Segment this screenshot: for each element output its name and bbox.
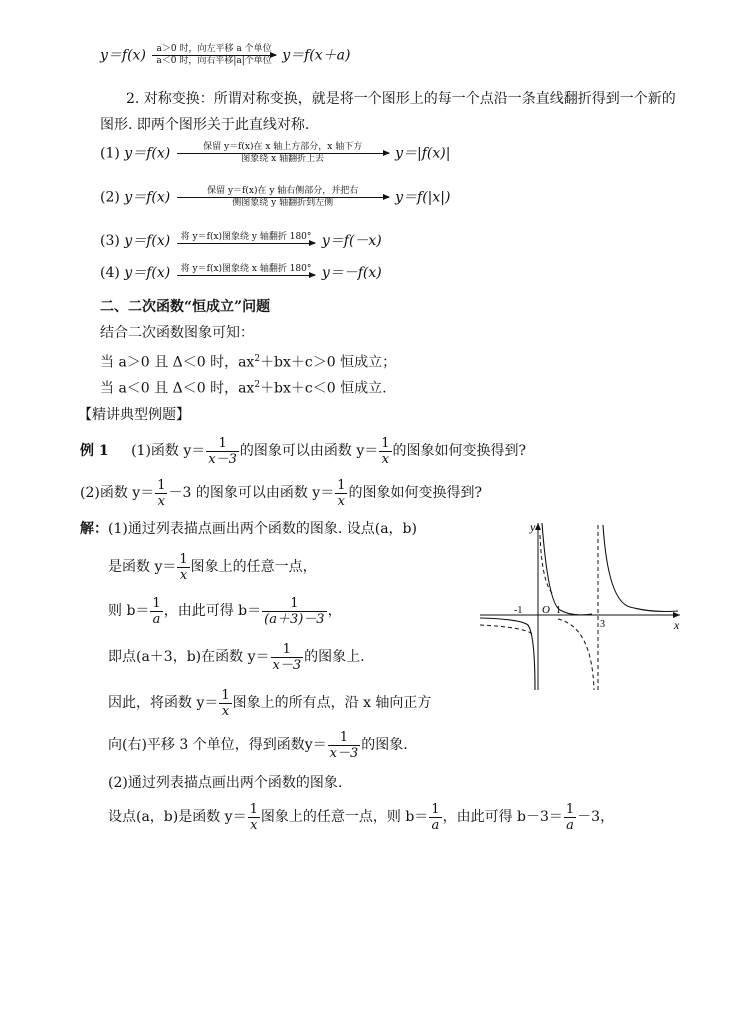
item-arrow-bottom: 侧图象绕 y 轴翻折到左侧 bbox=[232, 198, 334, 208]
curve-shifted-left bbox=[480, 625, 534, 635]
item-rhs: y＝－f(x) bbox=[321, 265, 382, 281]
q2-fraction-1: $\frac{1}{x}$ bbox=[157, 477, 166, 509]
curve-dashed-upper bbox=[540, 535, 554, 595]
shift-arrow-top: a＞0 时，向左平移 a 个单位 bbox=[156, 44, 272, 54]
item-rhs: y＝|f(x)| bbox=[395, 145, 451, 162]
item-no: (3) bbox=[100, 233, 120, 249]
y-label: y bbox=[530, 520, 536, 534]
solution-line-7: (2)通过列表描点画出两个函数的图象. bbox=[108, 775, 343, 791]
item-rhs: y＝f(|x|) bbox=[395, 189, 451, 206]
section-heading-quadratic: 二、二次函数“恒成立”问题 bbox=[100, 299, 271, 315]
item-arrow bbox=[177, 264, 316, 282]
q1-text-a: (1)函数 y＝ bbox=[131, 443, 206, 459]
origin-label: O bbox=[542, 604, 550, 616]
item-arrow-top: 保留 y＝f(x)在 x 轴上方部分，x 轴下方 bbox=[203, 142, 363, 152]
case1-text-b: ＋bx＋c＞0 恒成立； bbox=[260, 354, 397, 371]
case2-text-b: ＋bx＋c＜0 恒成立. bbox=[260, 380, 387, 397]
case2-sup: 2 bbox=[254, 380, 261, 390]
quadratic-case-2 bbox=[100, 376, 387, 398]
tick-neg1: -1 bbox=[514, 605, 523, 616]
item-arrow-top: 将 y＝f(x)图象绕 x 轴翻折 180° bbox=[180, 264, 312, 274]
item-rhs: y＝f(－x) bbox=[321, 233, 382, 249]
solution-line-1 bbox=[80, 520, 417, 538]
curve-shifted-left-down bbox=[558, 619, 594, 690]
q1-text-c: 的图象如何变换得到? bbox=[392, 443, 527, 459]
item-arrow bbox=[177, 186, 389, 209]
symmetry-item-2 bbox=[100, 186, 450, 209]
q1-fraction-1: $\frac{1}{x-3}$ bbox=[208, 435, 237, 467]
item-arrow-top: 保留 y＝f(x)在 y 轴右侧部分，并把右 bbox=[207, 186, 359, 196]
example-q2 bbox=[80, 476, 482, 510]
item-arrow bbox=[177, 232, 316, 250]
item-no: (1) bbox=[100, 145, 120, 162]
quadratic-case-1 bbox=[100, 350, 396, 372]
section-title-examples: 【精讲典型例题】 bbox=[78, 407, 190, 423]
quadratic-intro: 结合二次函数图象可知： bbox=[100, 325, 254, 341]
solution-line-2: 是函数 y＝ $\frac{1}{x}$ 图象上的任意一点， bbox=[108, 551, 317, 583]
tick-1: 1 bbox=[556, 605, 561, 616]
item-no: (2) bbox=[100, 189, 120, 206]
solution-line-3: 则 b＝ $\frac{1}{a}$ ，由此可得 b＝ $\frac{1}{(a+3)-3}$ ， bbox=[108, 595, 342, 627]
item-lhs: y＝f(x) bbox=[124, 145, 171, 162]
s1-text: (1)通过列表描点画出两个函数的图象. 设点(a，b) bbox=[108, 521, 417, 537]
case1-text-a: 当 a＞0 且 Δ＜0 时，ax bbox=[100, 354, 255, 371]
q1-text-b: 的图象可以由函数 y＝ bbox=[239, 443, 379, 459]
item-lhs: y＝f(x) bbox=[124, 233, 171, 249]
solution-line-6: 向(右)平移 3 个单位，得到函数y＝ $\frac{1}{x-3}$ 的图象. bbox=[108, 729, 408, 761]
q2-text-a: (2)函数 y＝ bbox=[80, 485, 155, 501]
symmetry-item-1 bbox=[100, 142, 450, 165]
item-arrow bbox=[177, 142, 389, 165]
item-arrow-bottom: 图象绕 x 轴翻折上去 bbox=[241, 154, 325, 164]
shift-rhs: y＝f(x＋a) bbox=[282, 47, 351, 64]
symmetry-item-4 bbox=[100, 264, 382, 282]
x-label: x bbox=[674, 618, 680, 632]
q2-fraction-2: $\frac{1}{x}$ bbox=[337, 477, 346, 509]
q1-fraction-2: $\frac{1}{x}$ bbox=[381, 435, 390, 467]
item-lhs: y＝f(x) bbox=[124, 265, 171, 281]
y-axis-arrow bbox=[535, 523, 541, 530]
example-q1 bbox=[80, 434, 526, 468]
item-lhs: y＝f(x) bbox=[124, 189, 171, 206]
hyperbola-graph bbox=[470, 515, 690, 695]
solution-label: 解： bbox=[80, 521, 108, 537]
curve-shifted-right bbox=[603, 525, 678, 612]
curve-1-over-x-left bbox=[480, 618, 535, 690]
curve-1-over-x-right bbox=[542, 523, 592, 615]
case2-text-a: 当 a＜0 且 Δ＜0 时，ax bbox=[100, 380, 255, 397]
item-no: (4) bbox=[100, 265, 120, 281]
shift-lhs: y＝f(x) bbox=[100, 47, 146, 64]
q2-text-b: －3 的图象可以由函数 y＝ bbox=[168, 485, 335, 501]
solution-line-5: 因此，将函数 y＝ $\frac{1}{x}$ 图象上的所有点，沿 x 轴向正方 bbox=[108, 687, 432, 719]
q2-text-c: 的图象如何变换得到? bbox=[348, 485, 482, 501]
item-arrow-top: 将 y＝f(x)图象绕 y 轴翻折 180° bbox=[180, 232, 312, 242]
symmetry-line1: 2. 对称变换：所谓对称变换，就是将一个图形上的每一个点沿一条直线翻折得到一个新的 bbox=[126, 91, 676, 107]
shift-arrow bbox=[152, 44, 275, 67]
example-label: 例 1 bbox=[80, 443, 109, 459]
symmetry-line2: 图形. 即两个图形关于此直线对称. bbox=[100, 117, 310, 133]
solution-line-4: 即点(a＋3，b)在函数 y＝ $\frac{1}{x-3}$ 的图象上. bbox=[108, 641, 365, 673]
shift-arrow-bottom: a＜0 时，向右平移|a|个单位 bbox=[156, 56, 272, 66]
tick-3: 3 bbox=[600, 619, 605, 630]
case1-sup: 2 bbox=[254, 354, 261, 364]
symmetry-item-3 bbox=[100, 232, 382, 250]
shift-rule bbox=[100, 44, 350, 67]
solution-line-8: 设点(a，b)是函数 y＝ $\frac{1}{x}$ 图象上的任意一点，则 b＝ $\frac{1}{a}$ ，由此可得 b－3＝ $\frac{1}{a}$ －3， bbox=[108, 801, 615, 833]
